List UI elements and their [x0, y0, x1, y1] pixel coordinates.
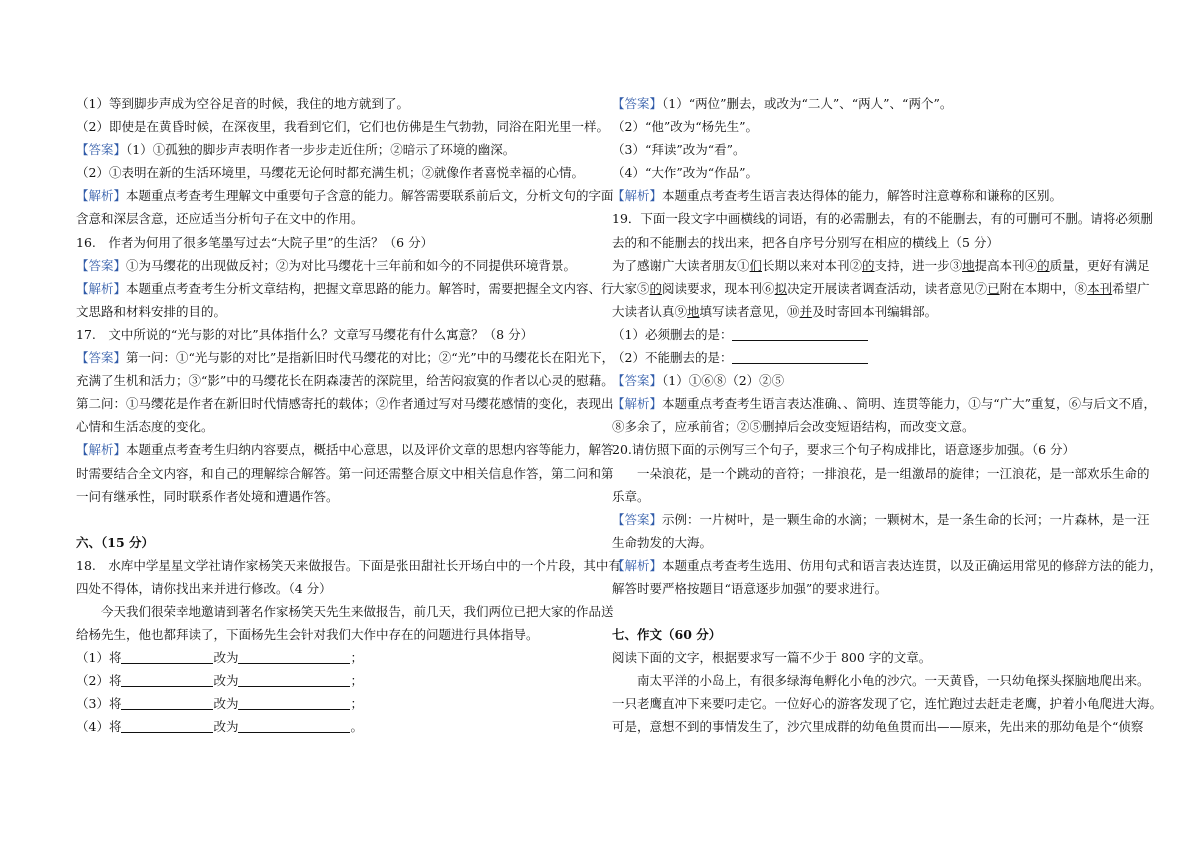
analysis-tag: 【解析】: [76, 188, 127, 204]
q18-blank-row-4: [76, 715, 590, 738]
blank-end: ；: [350, 696, 363, 712]
answer-blank[interactable]: [121, 695, 213, 710]
q20-example: 一朵浪花，是一个跳动的音符；一排浪花，是一组激昂的旋律；一江浪花，是一部欢乐生命的: [637, 465, 1150, 481]
analysis-text: 本题重点考查考生归纳内容要点，概括中心意思，以及评价文章的思想内容等能力，解答: [126, 442, 614, 458]
analysis-tag: 【解析】: [612, 557, 663, 573]
q18-answer-4: （4）“大作”改为“作品”。: [612, 165, 759, 181]
q17-question: 17. 文中所说的“光与影的对比”具体指什么？文章写马缨花有什么寓意？（8 分）: [76, 326, 534, 342]
q20-answer: [612, 508, 1150, 531]
passage-text: 阅读要求，现本刊⑥: [662, 280, 775, 296]
underlined-word: 已: [987, 280, 1000, 296]
analysis-tag: 【解析】: [612, 188, 663, 204]
underlined-word: 的: [862, 257, 875, 273]
passage-text: 希望广: [1112, 280, 1150, 296]
q18-blank-row-1: [76, 646, 590, 669]
underlined-word: 本刊: [1087, 280, 1113, 296]
answer-blank[interactable]: [238, 718, 350, 733]
q17-answer-cont-3: 心情和生活态度的变化。: [76, 419, 214, 435]
answer-text: （1）①⑥⑧（2）②⑤: [662, 373, 785, 389]
q16-answer: [76, 254, 590, 277]
q15-answer: [76, 138, 590, 161]
q19-passage-1: [612, 254, 1150, 277]
blank-label: （2）将: [76, 673, 122, 689]
q19-analysis: [612, 392, 1157, 415]
q16-analysis-cont: 文思路和材料安排的目的。: [76, 303, 227, 319]
spacer: [612, 600, 1126, 623]
answer-tag: 【答案】: [612, 373, 663, 389]
underlined-word: 地: [687, 303, 700, 319]
blank-label: （1）将: [76, 650, 122, 666]
left-column: [76, 92, 621, 739]
q17-answer-cont-2: 第二问：①马缨花是作者在新旧时代情感寄托的载体；②作者通过写对马缨花感情的变化，表现出: [76, 396, 614, 412]
answer-tag: 【答案】: [76, 350, 127, 366]
passage-text: 决定开展读者调查活动，读者意见⑦: [787, 280, 988, 296]
answer-blank[interactable]: [121, 649, 213, 664]
answer-tag: 【答案】: [76, 142, 127, 158]
q18-analysis: [612, 184, 1126, 207]
blank-label: 改为: [213, 719, 239, 735]
analysis-tag: 【解析】: [76, 442, 127, 458]
passage-text: 大读者认真⑨: [612, 303, 688, 319]
q17-analysis: [76, 438, 614, 461]
analysis-text: 本题重点考查考生语言表达得体的能力，解答时注意尊称和谦称的区别。: [662, 188, 1063, 204]
q15-item-2: （2）即使是在黄昏时候，在深夜里，我看到它们，它们也仿佛是生气勃勃，同浴在阳光里一样。: [76, 119, 609, 135]
q19-question-cont: 去的和不能删去的找出来，把各自序号分别写在相应的横线上（5 分）: [612, 234, 999, 250]
answer-blank[interactable]: [732, 326, 868, 341]
q15-analysis-cont: 含意和深层含意，还应适当分析句子在文中的作用。: [76, 211, 364, 227]
q19-passage-2: [612, 277, 1150, 300]
q20-analysis-cont: 解答时要严格按题目“语意逐步加强”的要求进行。: [612, 580, 888, 596]
blank-label: 改为: [213, 650, 239, 666]
analysis-tag: 【解析】: [612, 396, 663, 412]
q17-answer: [76, 346, 615, 369]
blank-label: （3）将: [76, 696, 122, 712]
blank-label: 改为: [213, 696, 239, 712]
passage-text: 长期以来对本刊②: [762, 257, 863, 273]
passage-text: 大家⑤: [612, 280, 650, 296]
answer-blank[interactable]: [732, 349, 868, 364]
q15-item-1: （1）等到脚步声成为空谷足音的时候，我住的地方就到了。: [76, 96, 409, 111]
passage-text: 质量，更好有满足: [1049, 257, 1150, 273]
q16-question: 16. 作者为何用了很多笔墨写过去“大院子里”的生活？（6 分）: [76, 234, 434, 250]
answer-text: 示例：一片树叶，是一颗生命的水滴；一颗树木，是一条生命的长河；一片森林，是一汪: [662, 511, 1150, 527]
answer-blank[interactable]: [238, 672, 350, 687]
analysis-text: 本题重点考查考生语言表达准确、、简明、连贯等能力，①与“广大”重复，⑥与后文不盾，: [662, 396, 1157, 412]
q18-blank-row-3: [76, 692, 590, 715]
q15-analysis: [76, 184, 614, 207]
right-column: [612, 92, 1163, 739]
passage-text: 填写读者意见，⑩: [699, 303, 800, 319]
q19-analysis-cont: ⑧多余了，应承前省；②⑤删掉后会改变短语结构，而改变文意。: [612, 419, 975, 435]
blank-label: （1）必须删去的是：: [612, 326, 733, 342]
q19-answer: [612, 369, 1126, 392]
passage-text: 支持，进一步③: [874, 257, 963, 273]
q19-blank-row-2: [612, 346, 1126, 369]
passage-text: 提高本刊④: [974, 257, 1038, 273]
blank-end: ；: [350, 650, 363, 666]
blank-end: 。: [350, 719, 363, 735]
analysis-text: 本题重点考查考生理解文中重要句子含意的能力。解答需要联系前后文，分析文句的字面: [126, 188, 614, 204]
answer-tag: 【答案】: [612, 96, 663, 111]
answer-text: （1）“两位”删去，或改为“二人”、“两人”、“两个”。: [662, 96, 953, 111]
essay-prompt: 阅读下面的文字，根据要求写一篇不少于 800 字的文章。: [612, 650, 932, 666]
analysis-text: 本题重点考查考生分析文章结构，把握文章思路的能力。解答时，需要把握全文内容、行: [126, 280, 614, 296]
q18-passage: 今天我们很荣幸地邀请到著名作家杨笑天先生来做报告，前几天，我们两位已把大家的作品送: [101, 603, 614, 619]
q20-answer-cont: 生命勃发的大海。: [612, 534, 713, 550]
answer-blank[interactable]: [121, 718, 213, 733]
passage-text: 及时寄回本刊编辑部。: [812, 303, 938, 319]
section-7-heading: 七、作文（60 分）: [612, 627, 722, 643]
essay-material-3: 可是，意想不到的事情发生了，沙穴里成群的幼龟鱼贯而出——原来，先出来的那幼龟是个“侦察: [612, 719, 1144, 735]
blank-label: （2）不能删去的是：: [612, 350, 733, 366]
q20-example-cont: 乐章。: [612, 488, 650, 504]
q18-answer-3: （3）“拜读”改为“看”。: [612, 142, 746, 158]
answer-text: 第一问：①“光与影的对比”是指新旧时代马缨花的对比；②“光”中的马缨花长在阳光下，: [126, 350, 615, 366]
essay-material-1: 南太平洋的小岛上，有很多绿海龟孵化小龟的沙穴。一天黄昏，一只幼龟探头探脑地爬出来。: [637, 673, 1150, 689]
passage-text: 为了感谢广大读者朋友①: [612, 257, 750, 273]
q18-passage-cont: 给杨先生，他也都拜读了，下面杨先生会针对我们大作中存在的问题进行具体指导。: [76, 627, 539, 643]
q19-question: 19．下面一段文字中画横线的词语，有的必需删去，有的不能删去，有的可删可不删。请将必须删: [612, 211, 1153, 227]
q19-passage-3: [612, 300, 1126, 323]
q16-analysis: [76, 277, 614, 300]
q17-analysis-cont-1: 时需要结合全文内容，和自己的理解综合解答。第一问还需整合原文中相关信息作答，第二问和第: [76, 465, 614, 481]
passage-text: 附在本期中，⑧: [999, 280, 1088, 296]
essay-material-2: 一只老鹰直冲下来要叼走它。一位好心的游客发现了它，连忙跑过去赶走老鹰，护着小龟爬进大海。: [612, 696, 1163, 712]
underlined-word: 的: [1037, 257, 1050, 273]
underlined-word: 拟: [774, 280, 788, 296]
analysis-tag: 【解析】: [76, 280, 127, 296]
answer-blank[interactable]: [121, 672, 213, 687]
underlined-word: 地: [962, 257, 975, 273]
q17-answer-cont-1: 充满了生机和活力；③“影”中的马缨花长在阴森凄苦的深院里，给苦闷寂寞的作者以心灵的慰藉。: [76, 373, 614, 389]
answer-tag: 【答案】: [76, 257, 127, 273]
q18-answer: [612, 92, 1126, 115]
answer-blank[interactable]: [238, 695, 350, 710]
blank-label: 改为: [213, 673, 239, 689]
underlined-word: 的: [649, 280, 663, 296]
q18-question: 18. 水库中学星星文学社请作家杨笑天来做报告。下面是张田甜社长开场白中的一个片段，其中有: [76, 557, 621, 573]
spacer: [76, 508, 590, 531]
q15-answer-cont: （2）①表明在新的生活环境里，马缨花无论何时都充满生机；②就像作者喜悦幸福的心情。: [76, 165, 584, 181]
q17-analysis-cont-2: 一问有继承性，同时联系作者处境和遭遇作答。: [76, 488, 339, 504]
q19-blank-row-1: [612, 323, 1126, 346]
q18-answer-2: （2）“他”改为“杨先生”。: [612, 119, 759, 135]
underlined-word: 并: [799, 303, 813, 319]
q20-analysis: [612, 554, 1163, 577]
answer-tag: 【答案】: [612, 511, 663, 527]
section-6-heading: 六、（15 分）: [76, 534, 154, 550]
q18-question-cont: 四处不得体，请你找出来并进行修改。（4 分）: [76, 580, 332, 596]
blank-label: （4）将: [76, 719, 122, 735]
q18-blank-row-2: [76, 669, 590, 692]
q20-question: 20.请仿照下面的示例写三个句子，要求三个句子构成排比，语意逐步加强。（6 分）: [612, 442, 1076, 458]
analysis-text: 本题重点考查考生选用、仿用句式和语言表达连贯，以及正确运用常见的修辞方法的能力，: [662, 557, 1163, 573]
blank-end: ；: [350, 673, 363, 689]
answer-blank[interactable]: [238, 649, 350, 664]
answer-text: （1）①孤独的脚步声表明作者一步步走近住所；②暗示了环境的幽深。: [126, 142, 516, 158]
answer-text: ①为马缨花的出现做反衬；②为对比马缨花十三年前和如今的不同提供环境背景。: [126, 257, 577, 273]
underlined-word: 们: [749, 257, 763, 273]
